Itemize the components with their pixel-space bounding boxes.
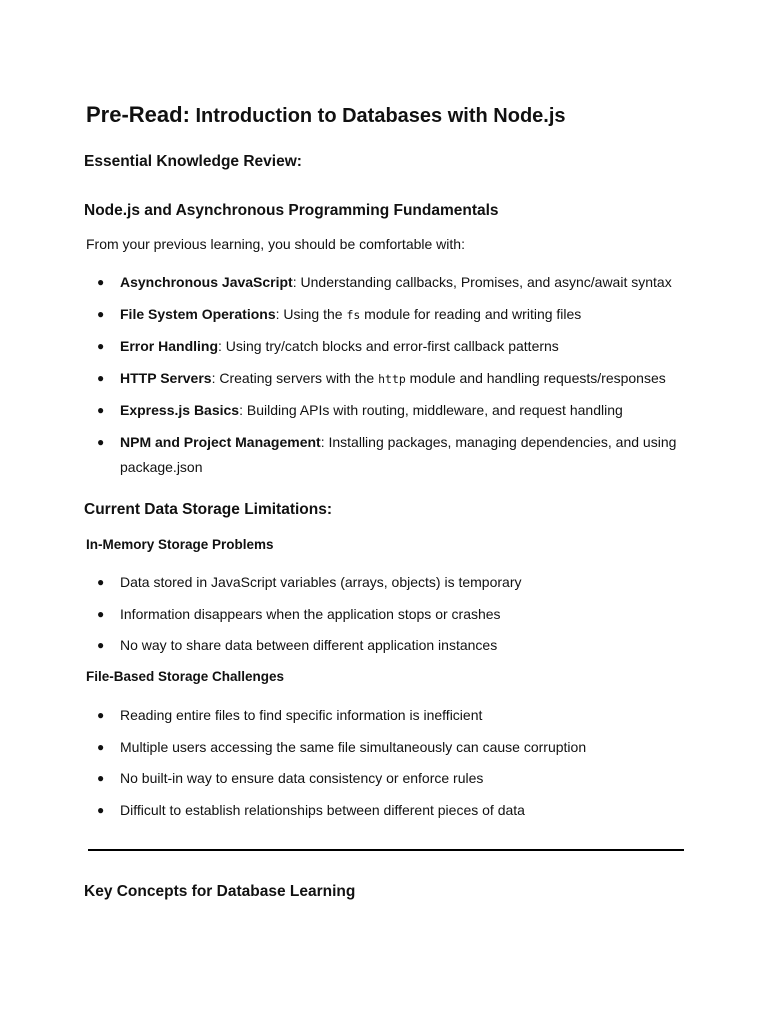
bullet-icon: ● [97, 339, 105, 353]
code-http: http [378, 371, 406, 386]
in-memory-list [0, 570, 768, 658]
list-item: ● Express.js Basics: Building APIs with routing, middleware, and request handling [0, 398, 768, 423]
essential-knowledge-heading: Essential Knowledge Review: [84, 153, 302, 170]
list-item: ● No built-in way to ensure data consistency or enforce rules [0, 766, 768, 791]
bullet-icon: ● [97, 708, 105, 722]
list-item: ● Asynchronous JavaScript: Understanding callbacks, Promises, and async/await syntax [0, 270, 768, 295]
list-item: ● File System Operations: Using the fs module for reading and writing files [0, 302, 768, 328]
code-fs: fs [346, 307, 361, 322]
bullet-icon: ● [97, 638, 105, 652]
title-text: Introduction to Databases with Node.js [195, 105, 566, 127]
bullet-icon: ● [97, 771, 105, 785]
node-fundamentals-heading: Node.js and Asynchronous Programming Fundamentals [84, 202, 499, 219]
list-item: ● Difficult to establish relationships between different pieces of data [0, 798, 768, 823]
list-item: ● No way to share data between different application instances [0, 633, 768, 658]
bullet-icon: ● [97, 606, 105, 621]
file-based-heading: File-Based Storage Challenges [86, 669, 285, 684]
list-item: ● NPM and Project Management: Installing packages, managing dependencies, and using package.json [0, 430, 768, 480]
list-item: ● Information disappears when the application stops or crashes [0, 602, 768, 627]
list-item: ● Multiple users accessing the same file simultaneously can cause corruption [0, 735, 768, 760]
file-based-list [0, 703, 768, 823]
key-concepts-heading: Key Concepts for Database Learning [84, 883, 356, 900]
node-skills-list [0, 270, 768, 480]
list-item: ● Error Handling: Using try/catch blocks and error-first callback patterns [0, 334, 768, 359]
horizontal-divider [88, 849, 684, 851]
bullet-icon: ● [97, 575, 105, 589]
limitations-heading: Current Data Storage Limitations: [84, 501, 333, 518]
node-intro-text: From your previous learning, you should be comfortable with: [86, 236, 465, 252]
bullet-icon: ● [97, 370, 105, 385]
bullet-icon: ● [97, 275, 105, 289]
list-item: ● Data stored in JavaScript variables (arrays, objects) is temporary [0, 570, 768, 595]
bullet-icon: ● [97, 739, 105, 754]
title-prefix: Pre-Read: [86, 102, 190, 127]
list-item: ● HTTP Servers: Creating servers with the http module and handling requests/responses [0, 366, 768, 392]
in-memory-heading: In-Memory Storage Problems [86, 537, 274, 552]
bullet-icon: ● [97, 434, 105, 449]
bullet-icon: ● [97, 306, 105, 321]
bullet-icon: ● [97, 802, 105, 817]
bullet-icon: ● [97, 403, 105, 417]
list-item: ● Reading entire files to find specific information is inefficient [0, 703, 768, 728]
page-title [86, 100, 566, 131]
